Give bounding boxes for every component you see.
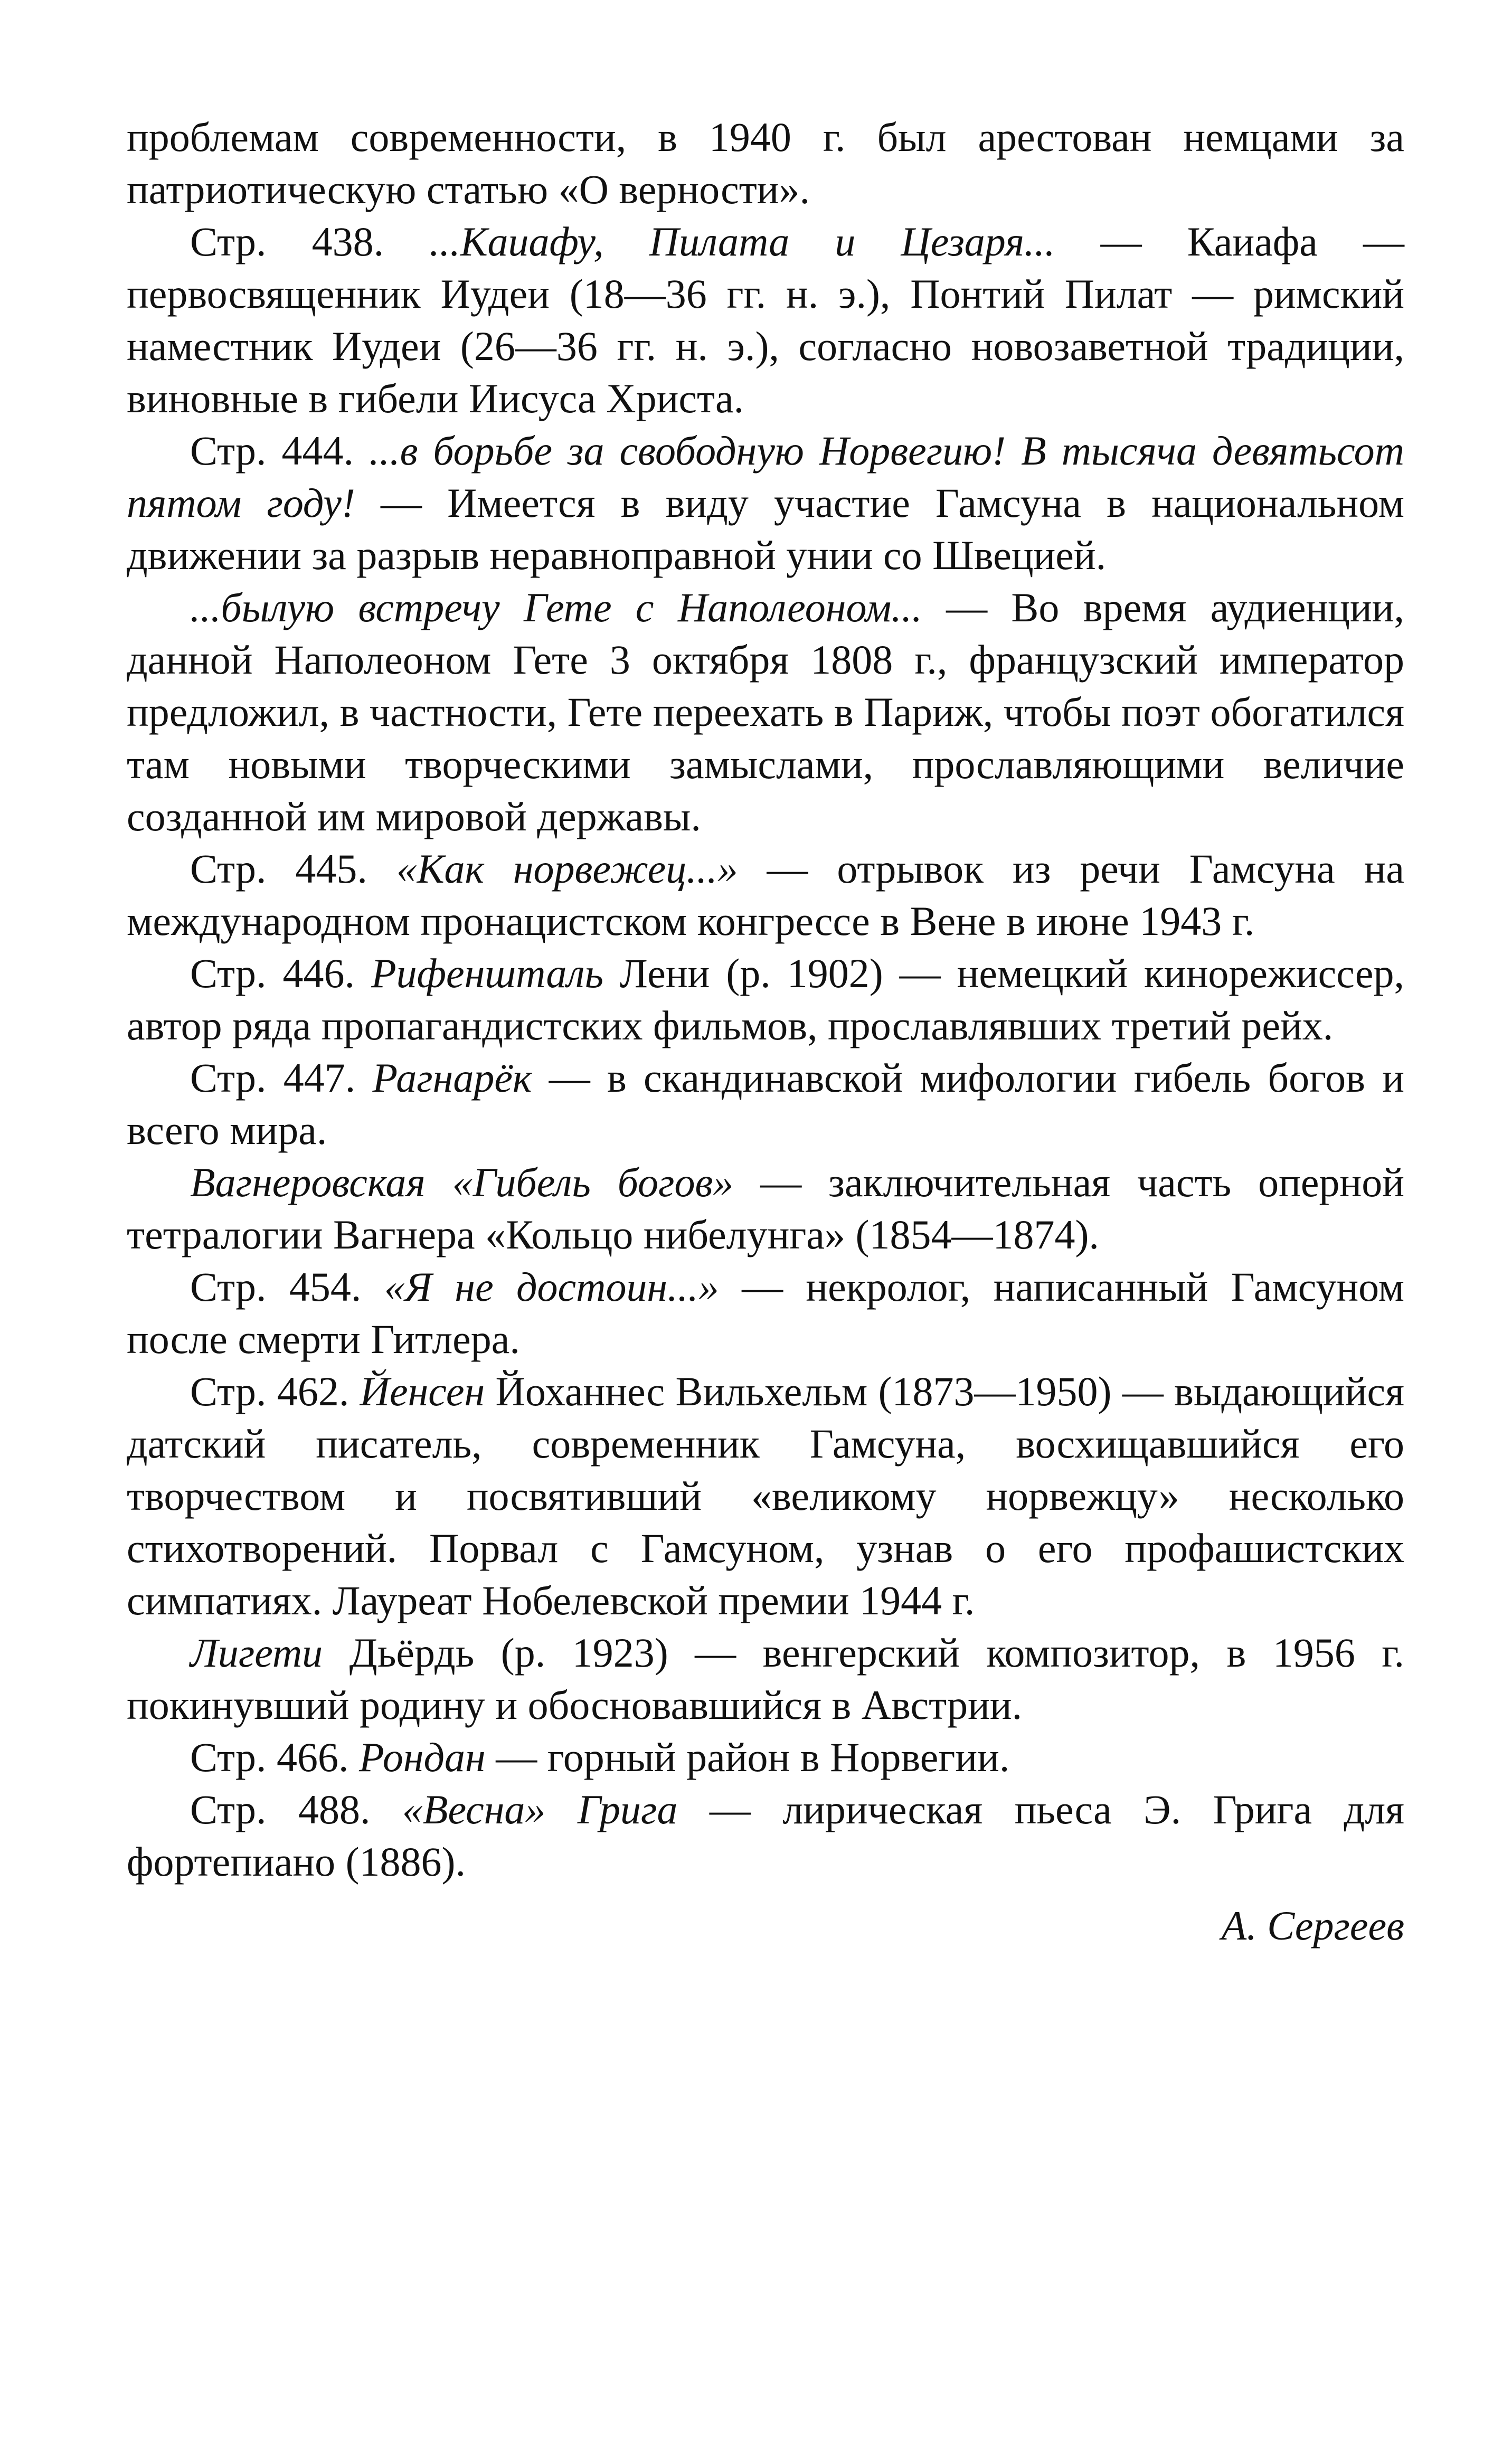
note-text: Стр. 462.	[190, 1368, 360, 1414]
note-text: — заключительная часть оперной тетралогии Вагнера «Кольцо нибелунга» (1854—1874).	[127, 1159, 1404, 1257]
italic-term: Рагнарёк	[372, 1055, 532, 1101]
note-paragraph	[127, 111, 1404, 215]
note-text: — некролог, написанный Гамсуном после смерти Гитлера.	[127, 1264, 1404, 1362]
italic-term: «Как норвежец...»	[396, 846, 738, 892]
note-paragraph	[127, 1365, 1404, 1626]
note-text: Стр. 438.	[190, 219, 430, 264]
italic-term: Рифеншталь	[371, 950, 603, 996]
note-text: Стр. 445.	[190, 846, 396, 892]
note-paragraph	[127, 1783, 1404, 1888]
note-text: — лирическая пьеса Э. Грига для фортепиано (1886).	[127, 1786, 1404, 1885]
note-paragraph	[127, 947, 1404, 1052]
note-text: — отрывок из речи Гамсуна на международном пронацистском конгрессе в Вене в июне 1943 г.	[127, 846, 1404, 944]
note-paragraph	[127, 1052, 1404, 1156]
note-paragraph	[127, 1626, 1404, 1731]
note-text: — горный район в Норвегии.	[485, 1734, 1010, 1780]
note-text: Стр. 446.	[190, 950, 371, 996]
note-paragraph	[127, 424, 1404, 581]
note-text: Стр. 447.	[190, 1055, 373, 1101]
signature: А. Сергеев	[1221, 1903, 1404, 1949]
note-text: — Каиафа — первосвященник Иудеи (18—36 гг. н. э.), Понтий Пилат — римский наместник Иудеи (26—36 гг. н. э.), согласно новозаветной традиции, виновные в гибели Иисуса Христа.	[127, 219, 1404, 421]
note-text: Лени (р. 1902) — немецкий кинорежиссер, автор ряда пропагандистских фильмов, прославлявших третий рейх.	[127, 950, 1404, 1048]
note-paragraph	[127, 1731, 1404, 1783]
italic-term: Вагнеровская «Гибель богов»	[190, 1159, 734, 1205]
note-text: Стр. 466.	[190, 1734, 360, 1780]
page-text	[127, 111, 1404, 1952]
note-paragraph	[127, 843, 1404, 947]
note-text: Дьёрдь (р. 1923) — венгерский композитор, в 1956 г. покинувший родину и обосновавшийся в Австрии.	[127, 1630, 1404, 1728]
note-text: Йоханнес Вильхельм (1873—1950) — выдающийся датский писатель, современник Гамсуна, восхищавшийся его творчеством и посвятивший «великому норвежцу» несколько стихотворений. Порвал с Гамсуном, узнав о его профашистских симпатиях. Лауреат Нобелевской премии 1944 г.	[127, 1368, 1404, 1623]
note-text: Стр. 454.	[190, 1264, 384, 1310]
italic-term: ...былую встречу Гете с Наполеоном...	[190, 584, 922, 630]
note-paragraph	[127, 1261, 1404, 1365]
italic-term: Лигети	[190, 1630, 323, 1676]
note-text: Стр. 444.	[190, 428, 370, 474]
note-paragraph	[127, 215, 1404, 424]
italic-term: «Весна» Грига	[402, 1786, 678, 1832]
note-text: проблемам современности, в 1940 г. был арестован немцами за патриотическую статью «О верности».	[127, 114, 1404, 212]
note-text: — Во время аудиенции, данной Наполеоном Гете 3 октября 1808 г., французский император предложил, в частности, Гете переехать в Париж, чтобы поэт обогатился там новыми творческими замыслами, прославляющими величие созданной им мировой державы.	[127, 584, 1404, 839]
note-paragraph	[127, 581, 1404, 843]
italic-term: Рондан	[359, 1734, 486, 1780]
note-text: — Имеется в виду участие Гамсуна в национальном движении за разрыв неравноправной унии со Швецией.	[127, 480, 1405, 578]
note-text: — в скандинавской мифологии гибель богов и всего мира.	[127, 1055, 1404, 1153]
italic-term: «Я не достоин...»	[384, 1264, 719, 1310]
italic-term: Йенсен	[360, 1368, 485, 1414]
italic-term: ...Каиафу, Пилата и Цезаря...	[429, 219, 1055, 264]
note-paragraph	[127, 1156, 1404, 1261]
italic-term: ...в борьбе за свободную Норвегию! В тысяча девятьсот пятом году!	[127, 428, 1404, 526]
note-text: Стр. 488.	[190, 1786, 402, 1832]
